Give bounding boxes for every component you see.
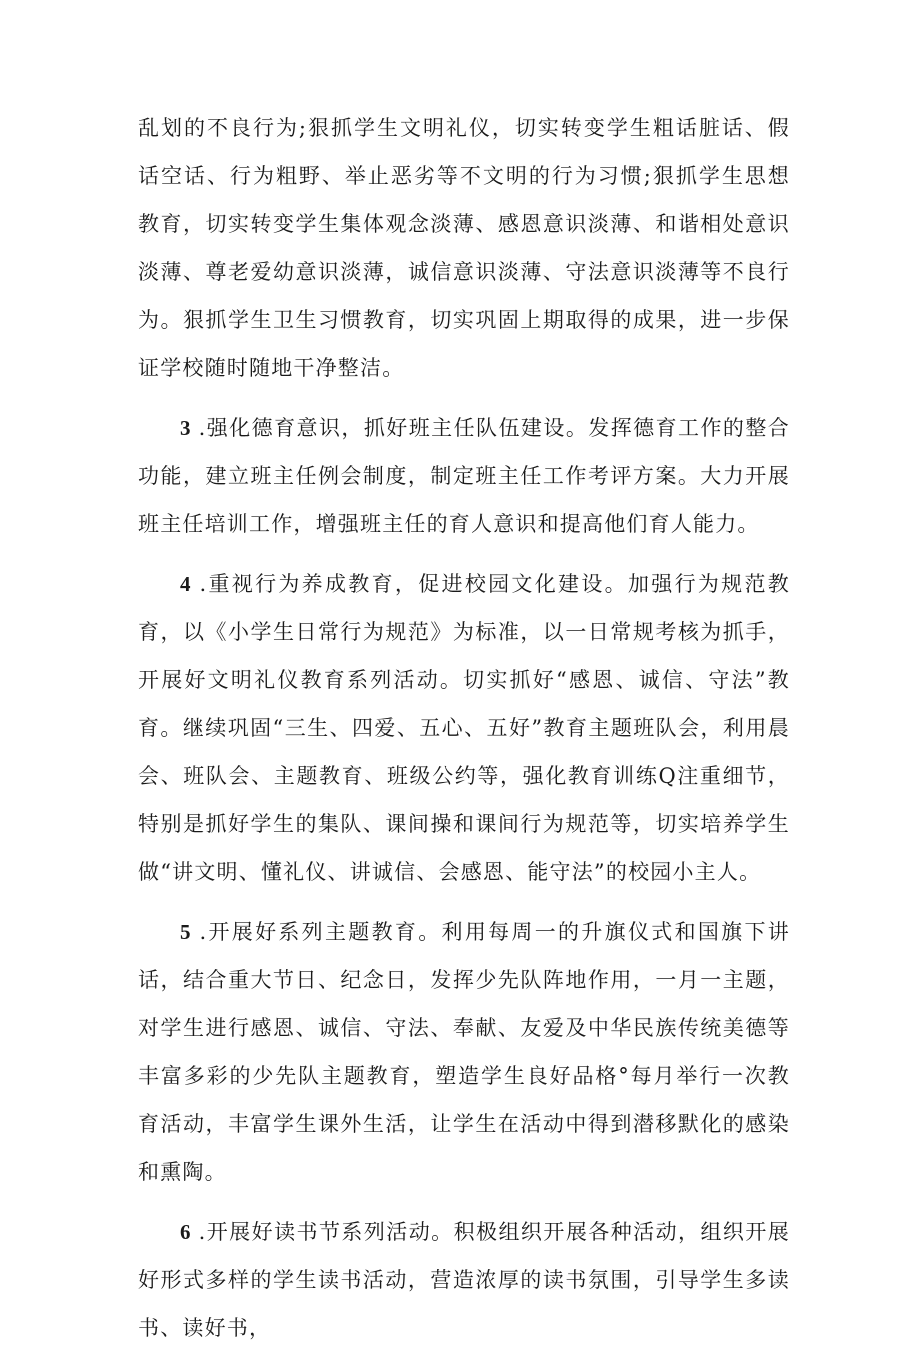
- item-number: 3: [180, 416, 191, 440]
- document-page: [138, 104, 790, 1352]
- paragraph-text: 乱划的不良行为;狠抓学生文明礼仪，切实转变学生粗话脏话、假话空话、行为粗野、举止恶劣等不文明的行为习惯;狠抓学生思想教育，切实转变学生集体观念淡薄、感恩意识淡薄、和谐相处意识淡薄、尊老爱幼意识淡薄，诚信意识淡薄、守法意识淡薄等不良行为。狠抓学生卫生习惯教育，切实巩固上期取得的成果，进一步保证学校随时随地干净整洁。: [138, 116, 790, 380]
- item-number: 5: [180, 920, 191, 944]
- paragraph-text: .开展好系列主题教育。利用每周一的升旗仪式和国旗下讲话，结合重大节日、纪念日，发挥少先队阵地作用，一月一主题，对学生进行感恩、诚信、守法、奉献、友爱及中华民族传统美德等丰富多彩的少先队主题教育，塑造学生良好品格°每月举行一次教育活动，丰富学生课外生活，让学生在活动中得到潜移默化的感染和熏陶。: [138, 920, 790, 1184]
- paragraph-text: .重视行为养成教育，促进校园文化建设。加强行为规范教育，以《小学生日常行为规范》为标准，以一日常规考核为抓手，开展好文明礼仪教育系列活动。切实抓好“感恩、诚信、守法”教育。继续巩固“三生、四爱、五心、五好”教育主题班队会，利用晨会、班队会、主题教育、班级公约等，强化教育训练Q注重细节，特别是抓好学生的集队、课间操和课间行为规范等，切实培养学生做“讲文明、懂礼仪、讲诚信、会感恩、能守法”的校园小主人。: [138, 572, 790, 884]
- item-number: 4: [180, 572, 191, 596]
- paragraph-text: .开展好读书节系列活动。积极组织开展各种活动，组织开展好形式多样的学生读书活动，营造浓厚的读书氛围，引导学生多读书、读好书，: [138, 1220, 790, 1340]
- paragraph-item-5: [138, 908, 790, 1196]
- paragraph-item-6: [138, 1208, 790, 1352]
- paragraph-item-4: [138, 560, 790, 896]
- paragraph-continuation: [138, 104, 790, 392]
- item-number: 6: [180, 1220, 191, 1244]
- paragraph-text: .强化德育意识，抓好班主任队伍建设。发挥德育工作的整合功能，建立班主任例会制度，制定班主任工作考评方案。大力开展班主任培训工作，增强班主任的育人意识和提高他们育人能力。: [138, 416, 790, 536]
- paragraph-item-3: [138, 404, 790, 548]
